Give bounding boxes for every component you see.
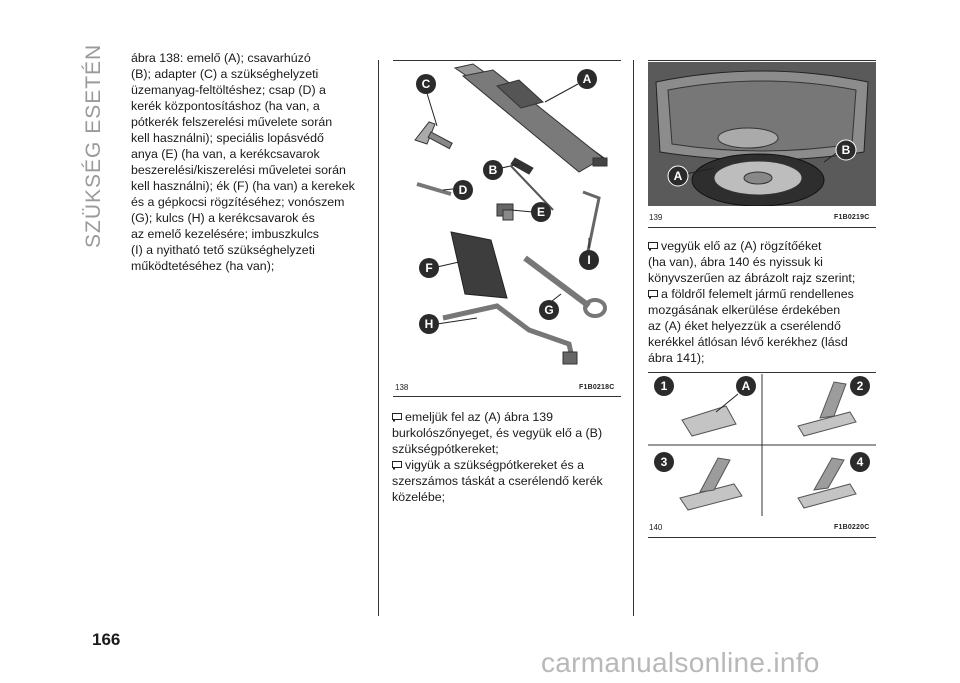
step-icon: [648, 290, 658, 299]
figure-140-wedge-steps: [648, 374, 876, 516]
intro-line: (I) a nyitható tető szükséghelyzeti: [131, 243, 315, 257]
wedge-step-1-drawing: [682, 406, 736, 436]
label-h: [419, 314, 439, 334]
svg-text:1: 1: [660, 379, 668, 393]
label-b: [836, 140, 856, 160]
figure-top-rule: [393, 60, 621, 61]
svg-text:D: D: [458, 183, 468, 197]
instruction-line: vigyük a szükségpótkereket és a: [405, 458, 585, 472]
column-divider: [633, 60, 634, 616]
figure-top-rule: [648, 372, 876, 373]
step-label-3: [654, 452, 674, 472]
instruction-line: ábra 141);: [648, 351, 705, 365]
figure-code: F1B0220C: [834, 524, 870, 531]
step-label-4: [850, 452, 870, 472]
instruction-line: a földről felemelt jármű rendellenes: [661, 287, 854, 301]
screwdriver-drawing: [511, 158, 553, 210]
instruction-item: [648, 238, 880, 286]
figure-number: 139: [649, 213, 663, 222]
hex-key-drawing: [583, 192, 599, 256]
svg-text:G: G: [544, 303, 554, 317]
intro-line: az emelő kezelésére; imbuszkulcs: [131, 227, 320, 241]
svg-text:2: 2: [856, 379, 864, 393]
label-f: [419, 258, 439, 278]
intro-paragraph: [131, 50, 363, 274]
wedge-steps-illustration: [648, 374, 876, 516]
instruction-line: (ha van), ábra 140 és nyissuk ki: [648, 255, 823, 269]
instruction-line: szerszámos táskát a cserélendő kerék: [392, 474, 603, 488]
figure-bottom-rule: [393, 396, 621, 397]
side-title-text: SZÜKSÉG ESETÉN: [82, 43, 105, 248]
intro-line: ábra 138: emelő (A); csavarhúzó: [131, 51, 311, 65]
intro-line: kell használni); speciális lopásvédő: [131, 131, 324, 145]
label-g: [539, 300, 559, 320]
svg-text:4: 4: [856, 455, 864, 469]
adapter-drawing: [415, 122, 452, 149]
watermark: carmanualsonline.info: [541, 647, 820, 678]
figure-number: 138: [395, 383, 409, 392]
svg-text:E: E: [536, 205, 546, 219]
antitheft-nut-drawing: [497, 204, 513, 220]
centering-pin-drawing: [417, 184, 451, 194]
svg-text:I: I: [587, 253, 591, 267]
part-label-a: [736, 376, 756, 396]
instruction-line: mozgásának elkerülése érdekében: [648, 303, 841, 317]
label-b: [483, 160, 503, 180]
intro-line: kerék központosításhoz (ha van, a: [131, 99, 320, 113]
svg-text:H: H: [424, 317, 434, 331]
svg-text:A: A: [741, 379, 751, 393]
svg-text:A: A: [673, 169, 683, 183]
instruction-line: közelébe;: [392, 490, 446, 504]
intro-line: üzemanyag-feltöltéshez; csap (D) a: [131, 83, 326, 97]
figure-bottom-rule: [648, 537, 876, 538]
step-label-1: [654, 376, 674, 396]
instruction-list: [392, 409, 627, 505]
instruction-line: az (A) éket helyezzük a cserélendő: [648, 319, 841, 333]
instruction-line: vegyük elő az (A) rögzítőéket: [661, 239, 822, 253]
intro-line: beszerelési/kiszerelési műveletei során: [131, 163, 346, 177]
spare-wheel-illustration: [648, 62, 876, 206]
column-1: [131, 50, 363, 274]
step-icon: [392, 413, 402, 422]
page-number: 166: [92, 630, 121, 649]
label-i: [579, 250, 599, 270]
svg-text:B: B: [841, 143, 851, 157]
figure-139-spare-wheel: [648, 62, 876, 206]
svg-text:F: F: [425, 261, 433, 275]
label-c: [416, 74, 436, 94]
intro-line: (B); adapter (C) a szükséghelyzeti: [131, 67, 319, 81]
wedge-drawing: [451, 232, 507, 298]
instruction-item: [392, 409, 627, 457]
instruction-line: szükségpótkereket;: [392, 442, 499, 456]
instruction-item: [648, 286, 880, 366]
step-icon: [392, 461, 402, 470]
intro-line: (G); kulcs (H) a kerékcsavarok és: [131, 211, 315, 225]
instruction-list: [648, 238, 880, 366]
tools-illustration: [393, 62, 621, 376]
column-3-text: [648, 238, 880, 366]
svg-text:B: B: [488, 163, 498, 177]
figure-code: F1B0218C: [579, 384, 615, 391]
svg-text:3: 3: [660, 455, 668, 469]
instruction-line: emeljük fel az (A) ábra 139: [405, 410, 554, 424]
figure-number: 140: [649, 523, 663, 532]
figure-top-rule: [648, 60, 876, 61]
step-label-2: [850, 376, 870, 396]
instruction-line: burkolószőnyeget, és vegyük elő a (B): [392, 426, 603, 440]
intro-line: pótkerék felszerelési művelete során: [131, 115, 333, 129]
label-d: [453, 180, 473, 200]
label-a: [668, 166, 688, 186]
svg-text:C: C: [421, 77, 431, 91]
section-side-title: [80, 43, 110, 248]
intro-line: és a gépkocsi rögzítéséhez; vonószem: [131, 195, 345, 209]
label-a: [577, 69, 597, 89]
step-icon: [648, 242, 658, 251]
instruction-item: [392, 457, 627, 505]
figure-code: F1B0219C: [834, 214, 870, 221]
column-2-text: [392, 409, 627, 505]
instruction-line: könyvszerűen az ábrázolt rajz szerint;: [648, 271, 856, 285]
figure-bottom-rule: [648, 227, 876, 228]
column-divider: [378, 60, 379, 616]
label-e: [531, 202, 551, 222]
intro-line: kell használni); ék (F) (ha van) a kerekek: [131, 179, 355, 193]
intro-line: működtetéséhez (ha van);: [131, 259, 275, 273]
figure-138-tools: [393, 62, 621, 376]
svg-text:A: A: [582, 72, 592, 86]
instruction-line: kerékkel átlósan lévő kerékhez (lásd: [648, 335, 848, 349]
intro-line: anya (E) (ha van, a kerékcsavarok: [131, 147, 320, 161]
